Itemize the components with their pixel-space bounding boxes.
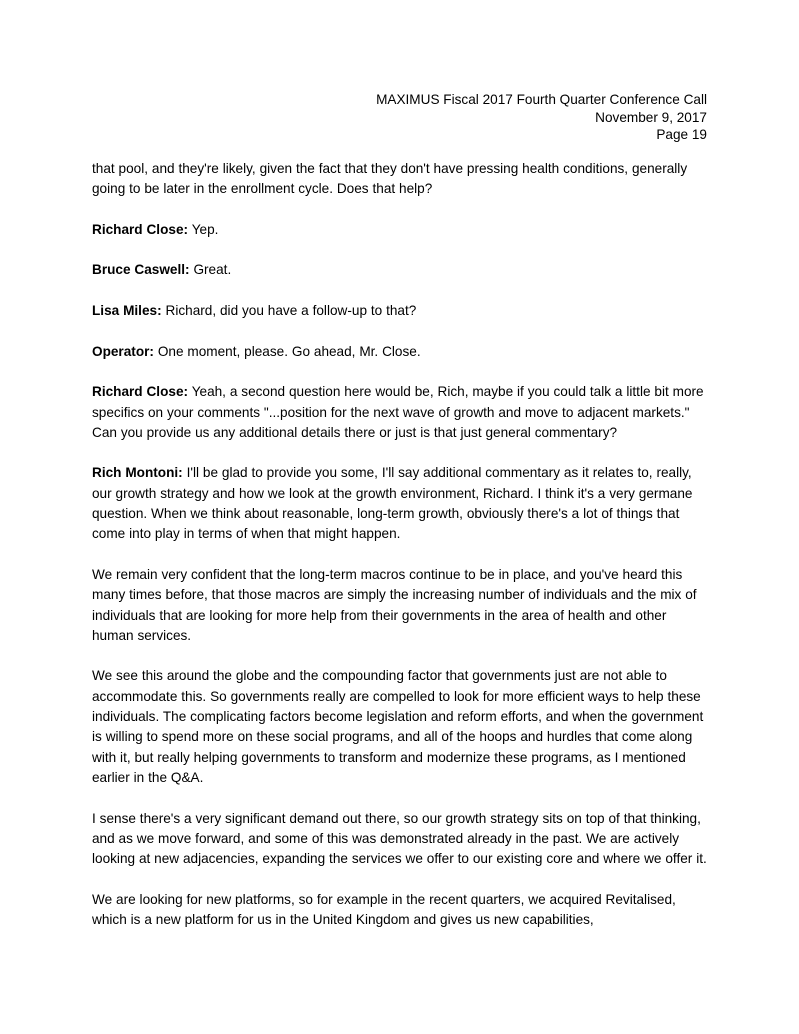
speaker-name: Richard Close:: [92, 221, 189, 237]
header-date: November 9, 2017: [595, 109, 707, 125]
transcript-paragraph: [92, 809, 708, 870]
speaker-name: Lisa Miles:: [92, 303, 162, 319]
paragraph-text: One moment, please. Go ahead, Mr. Close.: [157, 343, 421, 359]
transcript-paragraph: [92, 666, 708, 788]
header-title: MAXIMUS Fiscal 2017 Fourth Quarter Conference Call: [376, 92, 707, 107]
transcript-paragraph-speaker: [92, 463, 708, 544]
speaker-name: Operator:: [92, 343, 154, 359]
paragraph-text: that pool, and they're likely, given the fact that they don't have pressing health conditions, generally going to be later in the enrollment cycle. Does that help?: [92, 161, 688, 197]
transcript-body: [92, 159, 708, 930]
header-page-number: Page 19: [656, 127, 707, 142]
speaker-name: Bruce Caswell:: [92, 262, 190, 278]
paragraph-text: We see this around the globe and the compounding factor that governments just are not able to accommodate this. So governments really are compelled to look for more efficient ways to help these individuals. The complicating factors become legislation and reform efforts, and when the government is willing to spend more on these social programs, and all of the hoops and hurdles that come along with it, but really helping governments to transform and modernize these programs, as I mentioned earlier in the Q&A.: [92, 668, 704, 785]
transcript-paragraph-speaker: [92, 301, 708, 321]
transcript-paragraph: [92, 890, 708, 931]
transcript-paragraph-speaker: [92, 342, 708, 362]
paragraph-text: Yeah, a second question here would be, Rich, maybe if you could talk a little bit more specifics on your comments "...position for the next wave of growth and move to adjacent markets." Can you provide us any additional details there or just is that just general commentary?: [92, 384, 704, 440]
transcript-paragraph: [92, 565, 708, 646]
transcript-paragraph-speaker: [92, 220, 708, 240]
paragraph-text: Great.: [193, 262, 232, 278]
paragraph-text: We are looking for new platforms, so for example in the recent quarters, we acquired Revitalised, which is a new platform for us in the United Kingdom and gives us new capabilities,: [92, 891, 676, 927]
paragraph-text: I'll be glad to provide you some, I'll say additional commentary as it relates to, really, our growth strategy and how we look at the growth environment, Richard. I think it's a very germane question. When we think about reasonable, long-term growth, obviously there's a lot of things that come into play in terms of when that might happen.: [92, 465, 693, 542]
page-header: [92, 91, 707, 144]
transcript-paragraph: [92, 159, 708, 200]
speaker-name: Richard Close:: [92, 384, 189, 400]
paragraph-text: Yep.: [191, 221, 219, 237]
speaker-name: Rich Montoni:: [92, 465, 183, 481]
transcript-paragraph-speaker: [92, 260, 708, 280]
paragraph-text: We remain very confident that the long-term macros continue to be in place, and you've heard this many times before, that those macros are simply the increasing number of individuals and the mix of individuals that are looking for more help from their governments in the area of health and other human services.: [92, 566, 697, 643]
paragraph-text: Richard, did you have a follow-up to that?: [165, 303, 417, 319]
paragraph-text: I sense there's a very significant demand out there, so our growth strategy sits on top of that thinking, and as we move forward, and some of this was demonstrated already in the past. We are actively looking at new adjacencies, expanding the services we offer to our existing core and where we offer it.: [92, 810, 707, 867]
transcript-paragraph-speaker: [92, 382, 708, 443]
